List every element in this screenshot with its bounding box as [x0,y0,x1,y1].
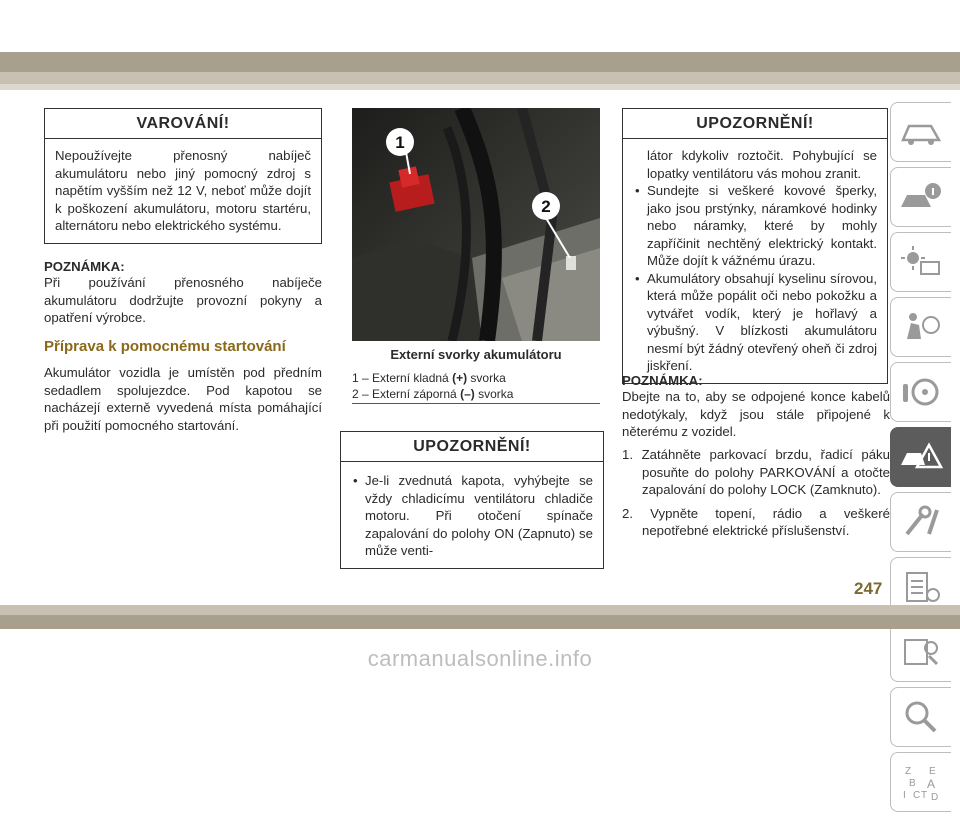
tab-warning-lights[interactable] [890,232,951,292]
legend-2-suffix: svorka [478,387,514,401]
tab-alphabet-index[interactable] [890,752,951,812]
caution-right-bullet-2: • Sundejte si veškeré kovové šperky, jako jsou prstýnky, náramkové hodinky nebo náramky, které by mohly zapříčinit nechtěný elektrický kontakt. Může dojít k vážnému úrazu. [633,182,877,270]
tab-car-dashboard[interactable] [890,102,951,162]
car-dashboard-icon [899,114,943,150]
section-heading: Příprava k pomocnému startování [44,338,286,355]
steering-wheel-icon [899,374,943,410]
warning-text: Nepoužívejte přenosný nabíječ akumulátoru nebo jiný pomocný zdroj s napětím vyšším než 12 V, neboť může dojít k poškození akumulátoru, motoru startéru, alternátoru nebo elektrického systému. [55,148,311,233]
warning-box [44,108,322,244]
callout-1: 1 [395,133,405,152]
caution-box-mid [340,431,604,569]
note-heading: POZNÁMKA: [44,259,125,274]
airbag-safety-icon [899,309,943,345]
tools-icon [899,504,943,540]
tab-airbag-safety[interactable] [890,297,951,357]
header-band-lighter [0,84,960,90]
step-2: 2. Vypněte topení, rádio a veškeré nepotřebné elektrické příslušenství. [622,505,890,538]
note-block [44,259,322,327]
caution-right-continuation: látor kdykoliv roztočit. Pohybující se lopatky ventilátoru vás mohou zranit. [647,148,877,181]
caution-right-title: UPOZORNĚNÍ! [623,109,887,139]
warning-title: VAROVÁNÍ! [45,109,321,139]
index-letter-c: C [913,790,921,801]
legend-2-text: 2 – Externí záporná [352,387,457,401]
tab-search-index[interactable] [890,687,951,747]
index-letter-i: I [903,790,906,801]
legend-item-2 [352,386,600,402]
index-letter-t: T [921,790,928,801]
tab-tools[interactable] [890,492,951,552]
footer-band [0,615,960,629]
watermark: carmanualsonline.info [367,646,593,671]
legend-1-text: 1 – Externí kladná [352,371,449,385]
note2-heading: POZNÁMKA: [622,373,703,388]
index-letter-b: B [909,778,916,789]
specifications-icon [899,569,943,605]
section-block [44,338,322,434]
emergency-car-icon [899,439,943,475]
battery-terminals-photo [352,108,600,341]
tab-emergency[interactable] [890,427,951,487]
caution-right-bullet-3: • Akumulátory obsahují kyselinu sírovou, která může popálit oči nebo pokožku a vytvářet vodík, který je hořlavý a výbušný. V blízkosti akumulátoru nesmí být žádný otevřený oheň či zdroj jiskření. [633,270,877,375]
index-letter-z: Z [905,766,912,777]
top-margin [0,0,960,50]
alphabet-index-icon [899,762,943,802]
page-number: 247 [854,579,883,598]
header-band-light [0,72,960,84]
legend-2-symbol: (–) [460,387,475,401]
header-band [0,52,960,72]
legend-rule [352,403,600,404]
index-letter-d: D [931,792,939,802]
legend-1-symbol: (+) [452,371,468,385]
caution-right-body [623,139,887,383]
caution-mid-body [341,462,603,568]
note2-text: Dbejte na to, aby se odpojené konce kabelů nedotýkaly, když jsou stále připojené k něterému z vozidel. [622,389,890,439]
note-text: Při používání přenosného nabíječe akumulátoru dodržujte provozní pokyny a opatření výrobce. [44,275,322,325]
search-index-icon [899,699,943,735]
tab-car-info[interactable] [890,167,951,227]
chapter-tabs [890,102,960,817]
warning-lights-icon [899,244,943,280]
index-letter-a: A [927,777,936,791]
legend-1-suffix: svorka [470,371,506,385]
legend-item-1 [352,370,600,386]
figure-caption: Externí svorky akumulátoru [390,347,562,362]
index-letter-e: E [929,766,936,777]
section-text: Akumulátor vozidla je umístěn pod předním sedadlem spolujezdce. Pod kapotou se nacházejí externě vyvedená místa pomáhající při použití pomocného startování. [44,365,322,433]
note2-block [622,373,890,441]
steps-list [622,446,890,540]
callout-2: 2 [541,197,551,216]
engine-bay-illustration [352,108,600,341]
step-1: 1. Zatáhněte parkovací brzdu, řadicí páku posuňte do polohy PARKOVÁNÍ a otočte zapalování do polohy LOCK (Zamknuto). [622,447,890,497]
caution-box-right [622,108,888,384]
footer-band-light [0,605,960,615]
tab-steering-wheel[interactable] [890,362,951,422]
caution-mid-bullet-1: • Je-li zvednutá kapota, vyhýbejte se vždy chladicímu ventilátoru chladiče motoru. Při otočení spínače zapalování do polohy ON (Zapnuto) se může venti- [351,472,593,560]
caution-mid-title: UPOZORNĚNÍ! [341,432,603,462]
car-info-icon [899,179,943,215]
